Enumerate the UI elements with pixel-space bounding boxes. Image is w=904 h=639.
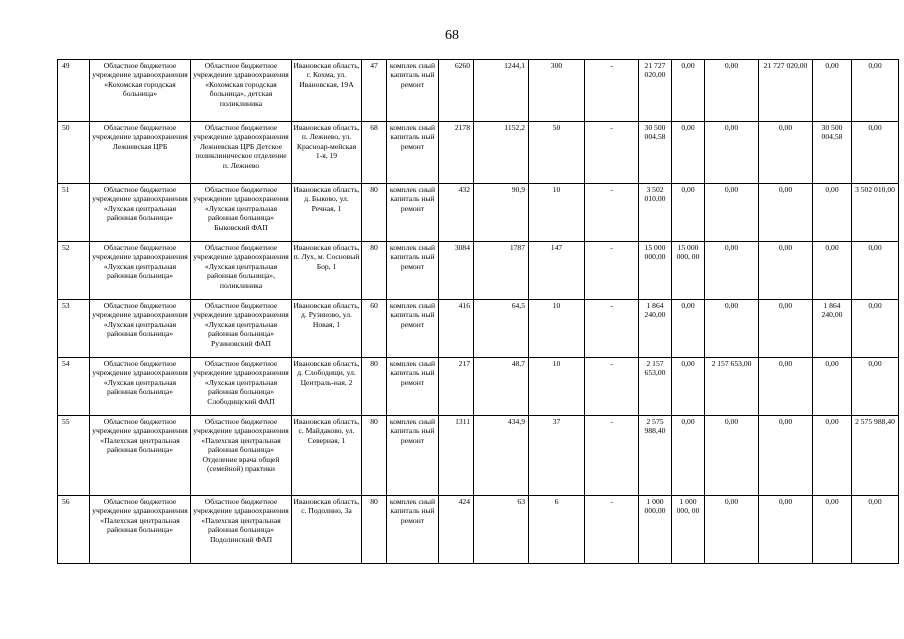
- capacity-cell: 10: [529, 358, 585, 416]
- cost-2025-cell: 0,00: [705, 496, 759, 564]
- work-type-cell: комплек сный капиталь ный ремонт: [387, 358, 439, 416]
- area-cell: 1311: [439, 416, 474, 496]
- cost-2027-cell: 0,00: [813, 416, 852, 496]
- institution-cell: Областное бюджетное учреждение здравоохранения Лежневская ЦРБ: [90, 122, 191, 184]
- table-row: [58, 300, 899, 358]
- area-cell: 217: [439, 358, 474, 416]
- page-number: 68: [445, 28, 459, 43]
- institution-cell: Областное бюджетное учреждение здравоохранения «Лухская центральная районная больница»: [90, 184, 191, 242]
- table-row: [58, 242, 899, 300]
- dash-cell: -: [585, 184, 639, 242]
- institution-cell: Областное бюджетное учреждение здравоохранения «Лухская центральная районная больница»: [90, 300, 191, 358]
- row-number-cell: 51: [58, 184, 90, 242]
- cost-2025-cell: 0,00: [705, 300, 759, 358]
- address-cell: Ивановская область, с. Майдаково, ул. Северная, 1: [292, 416, 362, 496]
- facility-cell: Областное бюджетное учреждение здравоохранения «Лухская центральная районная больница», поликлиника: [191, 242, 292, 300]
- area2-cell: 1244,1: [474, 60, 529, 122]
- cost-2025-cell: 0,00: [705, 242, 759, 300]
- capacity-cell: 37: [529, 416, 585, 496]
- cost-2025-cell: 0,00: [705, 60, 759, 122]
- cost-2025-cell: 0,00: [705, 122, 759, 184]
- dash-cell: -: [585, 358, 639, 416]
- area-cell: 3084: [439, 242, 474, 300]
- dash-cell: -: [585, 416, 639, 496]
- institution-cell: Областное бюджетное учреждение здравоохранения «Лухская центральная районная больница»: [90, 358, 191, 416]
- area2-cell: 48,7: [474, 358, 529, 416]
- address-cell: Ивановская область, г. Кохма, ул. Ивановская, 19А: [292, 60, 362, 122]
- institution-cell: Областное бюджетное учреждение здравоохранения «Палехская центральная районная больница»: [90, 416, 191, 496]
- table-row: [58, 496, 899, 564]
- dash-cell: -: [585, 496, 639, 564]
- table-row: [58, 416, 899, 496]
- cost-2028-cell: 2 575 988,40: [852, 416, 899, 496]
- capacity-cell: 6: [529, 496, 585, 564]
- percent-cell: 80: [362, 358, 387, 416]
- percent-cell: 60: [362, 300, 387, 358]
- area-cell: 432: [439, 184, 474, 242]
- cost-2024-cell: 0,00: [672, 122, 705, 184]
- capacity-cell: 10: [529, 300, 585, 358]
- cost-2024-cell: 0,00: [672, 300, 705, 358]
- capacity-cell: 300: [529, 60, 585, 122]
- cost-2026-cell: 21 727 020,00: [759, 60, 813, 122]
- area2-cell: 1152,2: [474, 122, 529, 184]
- percent-cell: 80: [362, 496, 387, 564]
- cost-2024-cell: 0,00: [672, 184, 705, 242]
- total-cost-cell: 3 502 010,00: [639, 184, 672, 242]
- table-row: [58, 122, 899, 184]
- address-cell: Ивановская область, п. Лежнево, ул. Красноар-мейская 1-я, 19: [292, 122, 362, 184]
- cost-2027-cell: 0,00: [813, 358, 852, 416]
- address-cell: Ивановская область, д. Быково, ул. Речная, 1: [292, 184, 362, 242]
- work-type-cell: комплек сный капиталь ный ремонт: [387, 184, 439, 242]
- institution-cell: Областное бюджетное учреждение здравоохранения «Кохомская городская больница»: [90, 60, 191, 122]
- facility-cell: Областное бюджетное учреждение здравоохранения «Кохомская городская больница», детская поликлиника: [191, 60, 292, 122]
- table-row: [58, 184, 899, 242]
- area-cell: 2178: [439, 122, 474, 184]
- cost-2024-cell: 0,00: [672, 60, 705, 122]
- facility-cell: Областное бюджетное учреждение здравоохранения «Лухская центральная районная больница» Слободищский ФАП: [191, 358, 292, 416]
- cost-2026-cell: 0,00: [759, 300, 813, 358]
- cost-2026-cell: 0,00: [759, 496, 813, 564]
- row-number-cell: 53: [58, 300, 90, 358]
- area2-cell: 1787: [474, 242, 529, 300]
- total-cost-cell: 30 500 004,58: [639, 122, 672, 184]
- cost-2028-cell: 0,00: [852, 300, 899, 358]
- cost-2024-cell: 0,00: [672, 416, 705, 496]
- cost-2028-cell: 0,00: [852, 122, 899, 184]
- cost-2028-cell: 0,00: [852, 242, 899, 300]
- cost-2024-cell: 1 000 000, 00: [672, 496, 705, 564]
- cost-2027-cell: 0,00: [813, 60, 852, 122]
- row-number-cell: 54: [58, 358, 90, 416]
- percent-cell: 80: [362, 242, 387, 300]
- address-cell: Ивановская область, д. Слободищи, ул. Централь-ная, 2: [292, 358, 362, 416]
- cost-2026-cell: 0,00: [759, 184, 813, 242]
- institution-cell: Областное бюджетное учреждение здравоохранения «Лухская центральная районная больница»: [90, 242, 191, 300]
- area2-cell: 90,9: [474, 184, 529, 242]
- cost-2028-cell: 0,00: [852, 60, 899, 122]
- facilities-table: [57, 59, 899, 564]
- address-cell: Ивановская область, д. Рузиново, ул. Новая, 1: [292, 300, 362, 358]
- capacity-cell: 50: [529, 122, 585, 184]
- table-body: [58, 60, 899, 564]
- dash-cell: -: [585, 300, 639, 358]
- percent-cell: 80: [362, 416, 387, 496]
- dash-cell: -: [585, 60, 639, 122]
- area2-cell: 63: [474, 496, 529, 564]
- percent-cell: 68: [362, 122, 387, 184]
- cost-2024-cell: 15 000 000, 00: [672, 242, 705, 300]
- area2-cell: 434,9: [474, 416, 529, 496]
- address-cell: Ивановская область, с. Подолино, 3а: [292, 496, 362, 564]
- cost-2027-cell: 1 864 240,00: [813, 300, 852, 358]
- cost-2026-cell: 0,00: [759, 416, 813, 496]
- total-cost-cell: 1 864 240,00: [639, 300, 672, 358]
- facility-cell: Областное бюджетное учреждение здравоохранения «Палехская центральная районная больница» Отделение врача общей (семейной) практики: [191, 416, 292, 496]
- facility-cell: Областное бюджетное учреждение здравоохранения «Лухская центральная районная больница» Быковский ФАП: [191, 184, 292, 242]
- cost-2025-cell: 0,00: [705, 416, 759, 496]
- cost-2027-cell: 0,00: [813, 496, 852, 564]
- cost-2028-cell: 0,00: [852, 496, 899, 564]
- percent-cell: 80: [362, 184, 387, 242]
- total-cost-cell: 2 575 988,40: [639, 416, 672, 496]
- facility-cell: Областное бюджетное учреждение здравоохранения «Палехская центральная районная больница» Подолинский ФАП: [191, 496, 292, 564]
- total-cost-cell: 21 727 020,00: [639, 60, 672, 122]
- cost-2026-cell: 0,00: [759, 122, 813, 184]
- cost-2027-cell: 30 500 004,58: [813, 122, 852, 184]
- total-cost-cell: 1 000 000,00: [639, 496, 672, 564]
- area-cell: 416: [439, 300, 474, 358]
- capacity-cell: 10: [529, 184, 585, 242]
- cost-2024-cell: 0,00: [672, 358, 705, 416]
- institution-cell: Областное бюджетное учреждение здравоохранения «Палехская центральная районная больница»: [90, 496, 191, 564]
- facility-cell: Областное бюджетное учреждение здравоохранения Лежневская ЦРБ Детское поликлиническое отделение п. Лежнево: [191, 122, 292, 184]
- area-cell: 6260: [439, 60, 474, 122]
- cost-2026-cell: 0,00: [759, 242, 813, 300]
- work-type-cell: комплек сный капиталь ный ремонт: [387, 300, 439, 358]
- dash-cell: -: [585, 242, 639, 300]
- capacity-cell: 147: [529, 242, 585, 300]
- cost-2027-cell: 0,00: [813, 184, 852, 242]
- work-type-cell: комплек сный капиталь ный ремонт: [387, 242, 439, 300]
- dash-cell: -: [585, 122, 639, 184]
- work-type-cell: комплек сный капиталь ный ремонт: [387, 60, 439, 122]
- work-type-cell: комплек сный капиталь ный ремонт: [387, 416, 439, 496]
- cost-2028-cell: 0,00: [852, 358, 899, 416]
- area-cell: 424: [439, 496, 474, 564]
- percent-cell: 47: [362, 60, 387, 122]
- cost-2028-cell: 3 502 010,00: [852, 184, 899, 242]
- address-cell: Ивановская область, п. Лух, м. Сосновый Бор, 1: [292, 242, 362, 300]
- table-row: [58, 358, 899, 416]
- row-number-cell: 49: [58, 60, 90, 122]
- cost-2025-cell: 0,00: [705, 184, 759, 242]
- table-row: [58, 60, 899, 122]
- row-number-cell: 50: [58, 122, 90, 184]
- total-cost-cell: 15 000 000,00: [639, 242, 672, 300]
- cost-2025-cell: 2 157 653,00: [705, 358, 759, 416]
- work-type-cell: комплек сный капиталь ный ремонт: [387, 496, 439, 564]
- facility-cell: Областное бюджетное учреждение здравоохранения «Лухская центральная районная больница» Рузиновский ФАП: [191, 300, 292, 358]
- total-cost-cell: 2 157 653,00: [639, 358, 672, 416]
- cost-2027-cell: 0,00: [813, 242, 852, 300]
- area2-cell: 64,5: [474, 300, 529, 358]
- cost-2026-cell: 0,00: [759, 358, 813, 416]
- row-number-cell: 56: [58, 496, 90, 564]
- work-type-cell: комплек сный капиталь ный ремонт: [387, 122, 439, 184]
- row-number-cell: 55: [58, 416, 90, 496]
- row-number-cell: 52: [58, 242, 90, 300]
